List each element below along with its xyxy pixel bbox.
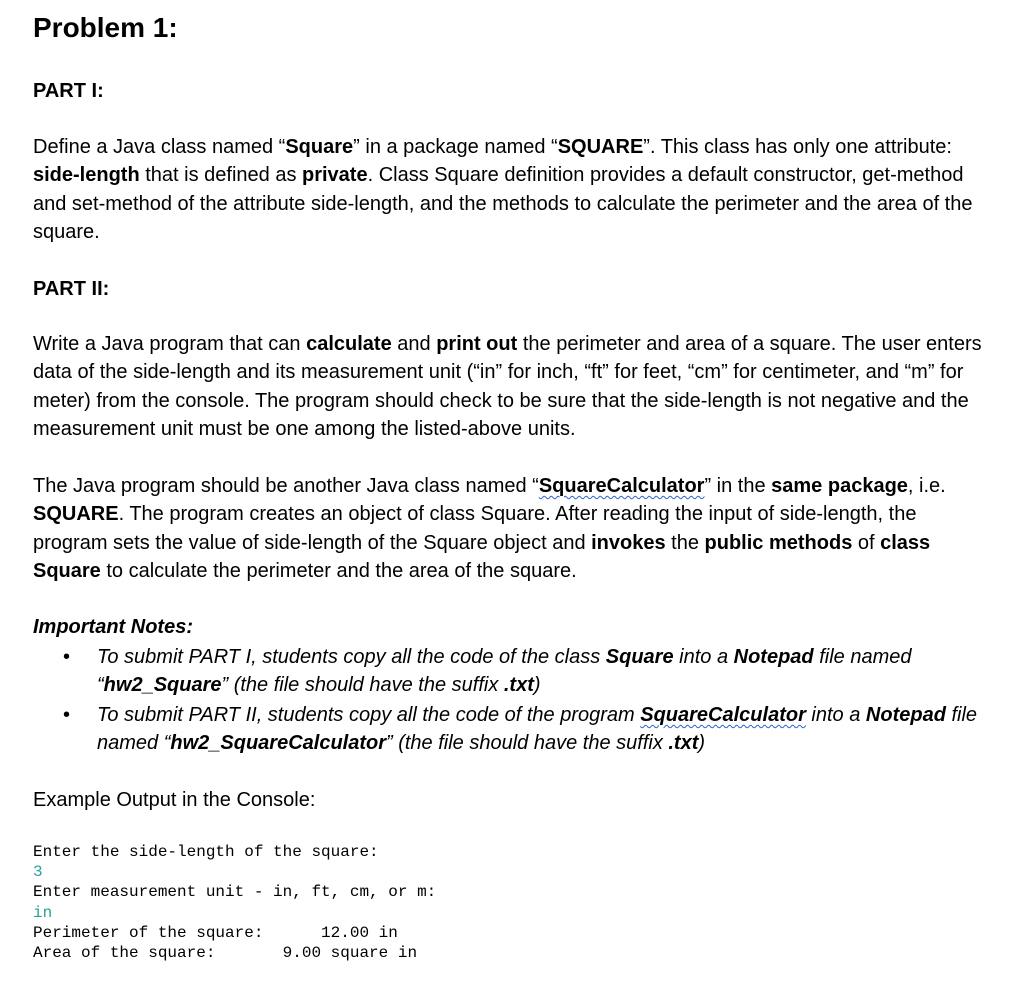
bold-text: calculate xyxy=(306,333,392,355)
text-run: ” in the xyxy=(704,475,772,497)
console-line: Perimeter of the square: 12.00 in xyxy=(33,923,398,942)
bullet-icon: • xyxy=(63,646,71,668)
bullet-icon: • xyxy=(63,704,71,727)
text-run: . Class Square definition provides a default constructor, get-method and set-method of the attribute side-length, and the methods to calculate the perimeter and the area of the square. xyxy=(33,164,973,243)
text-run: To submit PART I, students copy all the code of the class xyxy=(97,646,606,668)
console-line: Area of the square: 9.00 square in xyxy=(33,943,418,962)
text-run: Write a Java program that can xyxy=(33,333,307,355)
bold-squarecalculator: SquareCalculator xyxy=(640,704,806,727)
text-run: to calculate the perimeter and the area of the square. xyxy=(100,559,577,582)
bold-text: Notepad xyxy=(865,704,946,727)
text-run: , i.e. xyxy=(907,475,946,497)
bold-text: class Square xyxy=(33,531,931,582)
text-run: ) xyxy=(533,674,541,697)
note-item xyxy=(33,643,993,700)
text-run: ” (the file should have the suffix xyxy=(386,732,669,755)
text-run: the xyxy=(665,531,705,554)
part1-heading: PART I: xyxy=(33,80,104,102)
bold-text: Square xyxy=(605,646,674,668)
part2-paragraph-2 xyxy=(33,472,993,585)
text-run: of xyxy=(852,531,881,554)
text-run: that is defined as xyxy=(139,164,302,187)
bold-text: public methods xyxy=(704,531,853,554)
text-run: into a xyxy=(805,704,866,727)
example-label: Example Output in the Console: xyxy=(33,789,316,811)
note-item xyxy=(33,701,993,758)
part2-paragraph-1 xyxy=(33,330,993,443)
bold-text: .txt xyxy=(503,674,534,697)
bold-text: hw2_SquareCalculator xyxy=(170,732,386,755)
bold-text: SQUARE xyxy=(33,503,119,526)
part2-heading: PART II: xyxy=(33,278,110,300)
bold-text: .txt xyxy=(668,732,699,755)
console-input-line: 3 xyxy=(33,863,43,882)
problem-title: Problem 1: xyxy=(33,12,178,43)
bold-text: invokes xyxy=(591,531,666,554)
console-input-line: in xyxy=(33,903,53,922)
notes-heading: Important Notes: xyxy=(33,616,193,638)
bold-access-modifier: private xyxy=(302,164,368,187)
bold-attribute: side-length xyxy=(33,164,140,187)
bold-text: same package xyxy=(771,475,908,497)
bold-text: hw2_Square xyxy=(103,674,222,697)
text-run: ) xyxy=(698,732,706,755)
bold-text: Notepad xyxy=(733,646,814,668)
bold-text: print out xyxy=(436,333,518,355)
bold-package-name: SQUARE xyxy=(557,136,644,158)
text-run: the perimeter and area of a square. The user enters data of the side-length and its measurement unit (“in” for inch, “ft” for feet, “cm” for centimeter, and “m” for meter) from the console. The program should check to be sure that the side-length is not negative and the measurement unit must be one among the listed-above units. xyxy=(33,333,982,440)
bold-squarecalculator: SquareCalculator xyxy=(538,475,705,497)
text-run: file named “ xyxy=(97,704,978,755)
text-run: To submit PART II, students copy all the code of the program xyxy=(97,704,641,727)
text-run: and xyxy=(391,333,437,355)
console-line: Enter the side-length of the square: xyxy=(33,843,379,861)
text-run: Define a Java class named “ xyxy=(33,136,286,158)
notes-list xyxy=(33,643,993,759)
console-output xyxy=(33,842,436,963)
part1-paragraph xyxy=(33,133,993,246)
console-line: Enter measurement unit - in, ft, cm, or m: xyxy=(33,883,437,902)
text-run: The Java program should be another Java class named “ xyxy=(33,475,539,497)
text-run: . The program creates an object of class Square. After reading the input of side-length, the program sets the value of side-length of the Square object and xyxy=(33,503,917,554)
text-run: into a xyxy=(673,646,734,668)
text-run: ”. This class has only one attribute: xyxy=(643,136,952,158)
bold-class-name: Square xyxy=(285,136,354,158)
text-run: ” (the file should have the suffix xyxy=(221,674,504,697)
text-run: ” in a package named “ xyxy=(353,136,558,158)
text-run: file named “ xyxy=(97,646,912,697)
